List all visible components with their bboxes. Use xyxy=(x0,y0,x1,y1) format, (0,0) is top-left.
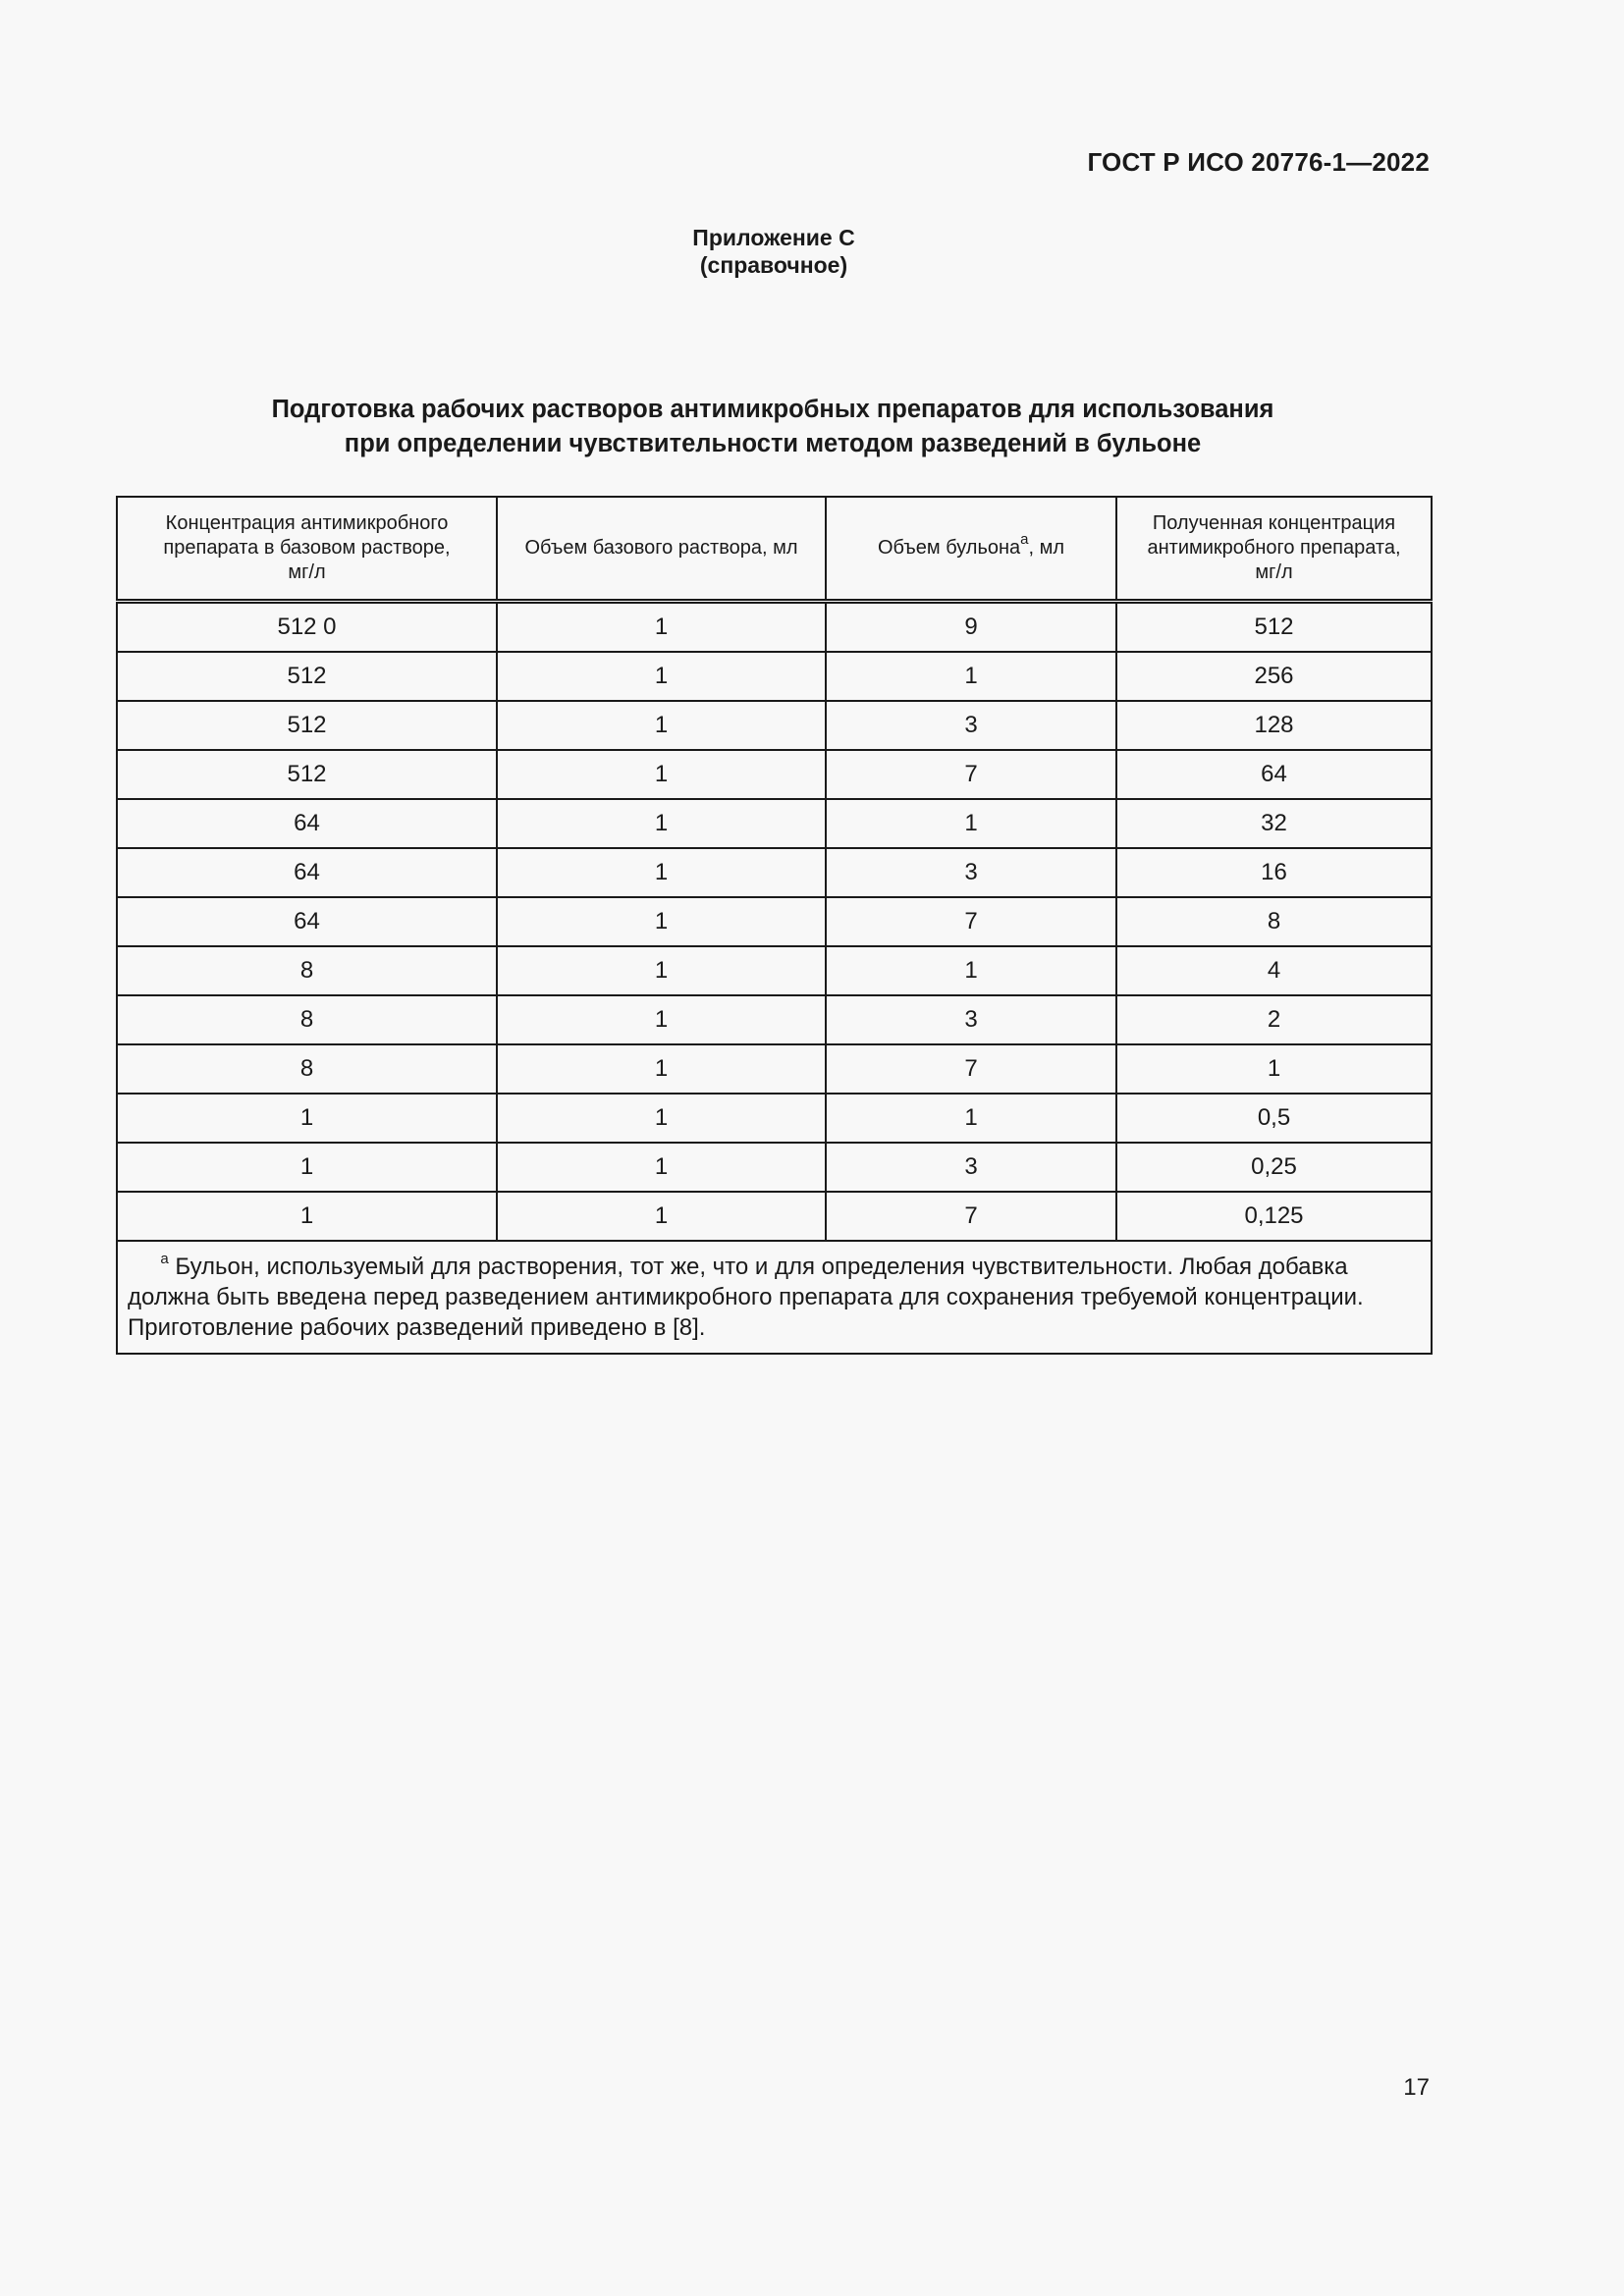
cell-stock-volume: 1 xyxy=(497,750,826,799)
table-row xyxy=(117,1044,1432,1094)
cell-resulting-concentration: 512 xyxy=(1116,602,1432,653)
cell-broth-volume: 1 xyxy=(826,946,1116,995)
cell-broth-volume: 7 xyxy=(826,1192,1116,1241)
cell-stock-concentration: 512 xyxy=(117,750,497,799)
cell-broth-volume: 9 xyxy=(826,602,1116,653)
table-row xyxy=(117,946,1432,995)
cell-resulting-concentration: 16 xyxy=(1116,848,1432,897)
cell-stock-concentration: 1 xyxy=(117,1192,497,1241)
cell-stock-concentration: 1 xyxy=(117,1143,497,1192)
cell-broth-volume: 7 xyxy=(826,1044,1116,1094)
appendix-title: Приложение С xyxy=(692,225,855,250)
cell-stock-volume: 1 xyxy=(497,1044,826,1094)
cell-resulting-concentration: 256 xyxy=(1116,652,1432,701)
cell-stock-concentration: 64 xyxy=(117,897,497,946)
cell-resulting-concentration: 0,25 xyxy=(1116,1143,1432,1192)
appendix-type: (справочное) xyxy=(699,252,848,278)
cell-stock-volume: 1 xyxy=(497,848,826,897)
table-row xyxy=(117,995,1432,1044)
table-row xyxy=(117,750,1432,799)
cell-stock-concentration: 512 xyxy=(117,701,497,750)
cell-stock-concentration: 1 xyxy=(117,1094,497,1143)
header-stock-volume: Объем базового раствора, мл xyxy=(497,497,826,602)
cell-resulting-concentration: 4 xyxy=(1116,946,1432,995)
table-row xyxy=(117,799,1432,848)
table-row xyxy=(117,652,1432,701)
cell-stock-concentration: 8 xyxy=(117,995,497,1044)
cell-broth-volume: 3 xyxy=(826,995,1116,1044)
footnote-ref: a xyxy=(1020,531,1029,549)
cell-stock-volume: 1 xyxy=(497,995,826,1044)
table-row xyxy=(117,1143,1432,1192)
table-row xyxy=(117,897,1432,946)
table-footnote-row xyxy=(117,1241,1432,1354)
cell-resulting-concentration: 2 xyxy=(1116,995,1432,1044)
table-row xyxy=(117,1192,1432,1241)
table-title-line-1: Подготовка рабочих растворов антимикробных препаратов для использования xyxy=(271,396,1274,423)
cell-resulting-concentration: 32 xyxy=(1116,799,1432,848)
footnote-marker: a xyxy=(160,1251,169,1267)
cell-stock-volume: 1 xyxy=(497,652,826,701)
cell-stock-concentration: 512 xyxy=(117,652,497,701)
dilution-table xyxy=(116,496,1433,1355)
cell-stock-concentration: 64 xyxy=(117,799,497,848)
cell-stock-volume: 1 xyxy=(497,1094,826,1143)
cell-broth-volume: 1 xyxy=(826,799,1116,848)
header-stock-concentration: Концентрация антимикробного препарата в базовом растворе, мг/л xyxy=(117,497,497,602)
cell-resulting-concentration: 1 xyxy=(1116,1044,1432,1094)
cell-stock-volume: 1 xyxy=(497,1143,826,1192)
cell-stock-volume: 1 xyxy=(497,897,826,946)
cell-resulting-concentration: 0,5 xyxy=(1116,1094,1432,1143)
document-code: ГОСТ Р ИСО 20776-1—2022 xyxy=(1087,147,1430,177)
cell-broth-volume: 7 xyxy=(826,897,1116,946)
table-row xyxy=(117,602,1432,653)
cell-resulting-concentration: 8 xyxy=(1116,897,1432,946)
cell-broth-volume: 3 xyxy=(826,1143,1116,1192)
cell-broth-volume: 3 xyxy=(826,848,1116,897)
cell-broth-volume: 7 xyxy=(826,750,1116,799)
cell-stock-volume: 1 xyxy=(497,946,826,995)
cell-stock-concentration: 8 xyxy=(117,946,497,995)
cell-resulting-concentration: 64 xyxy=(1116,750,1432,799)
cell-stock-concentration: 64 xyxy=(117,848,497,897)
table-row xyxy=(117,1094,1432,1143)
cell-stock-volume: 1 xyxy=(497,799,826,848)
table-row xyxy=(117,848,1432,897)
cell-broth-volume: 1 xyxy=(826,652,1116,701)
cell-stock-volume: 1 xyxy=(497,1192,826,1241)
table-footnote: $^a$ Бульон, используемый для растворения, тот же, что и для определения чувствительности. Любая добавка должна быть введена перед разведением антимикробного препарата для сохранения требуемой концентрации. Приготовление рабочих разведений приведено в [8]. xyxy=(117,1241,1432,1354)
cell-resulting-concentration: 0,125 xyxy=(1116,1192,1432,1241)
cell-broth-volume: 3 xyxy=(826,701,1116,750)
page-number: 17 xyxy=(1403,2074,1430,2101)
cell-stock-volume: 1 xyxy=(497,701,826,750)
cell-stock-volume: 1 xyxy=(497,602,826,653)
table-title-line-2: при определении чувствительности методом разведений в бульоне xyxy=(344,430,1202,457)
cell-stock-concentration: 8 xyxy=(117,1044,497,1094)
table-header-row xyxy=(117,497,1432,602)
table-title xyxy=(116,393,1430,461)
cell-stock-concentration: 512 0 xyxy=(117,602,497,653)
table-row xyxy=(117,701,1432,750)
cell-broth-volume: 1 xyxy=(826,1094,1116,1143)
cell-resulting-concentration: 128 xyxy=(1116,701,1432,750)
header-broth-volume: Объем бульона$^a$, мл xyxy=(826,497,1116,602)
header-resulting-concentration: Полученная концентрация антимикробного препарата, мг/л xyxy=(1116,497,1432,602)
appendix-heading xyxy=(0,224,1547,279)
